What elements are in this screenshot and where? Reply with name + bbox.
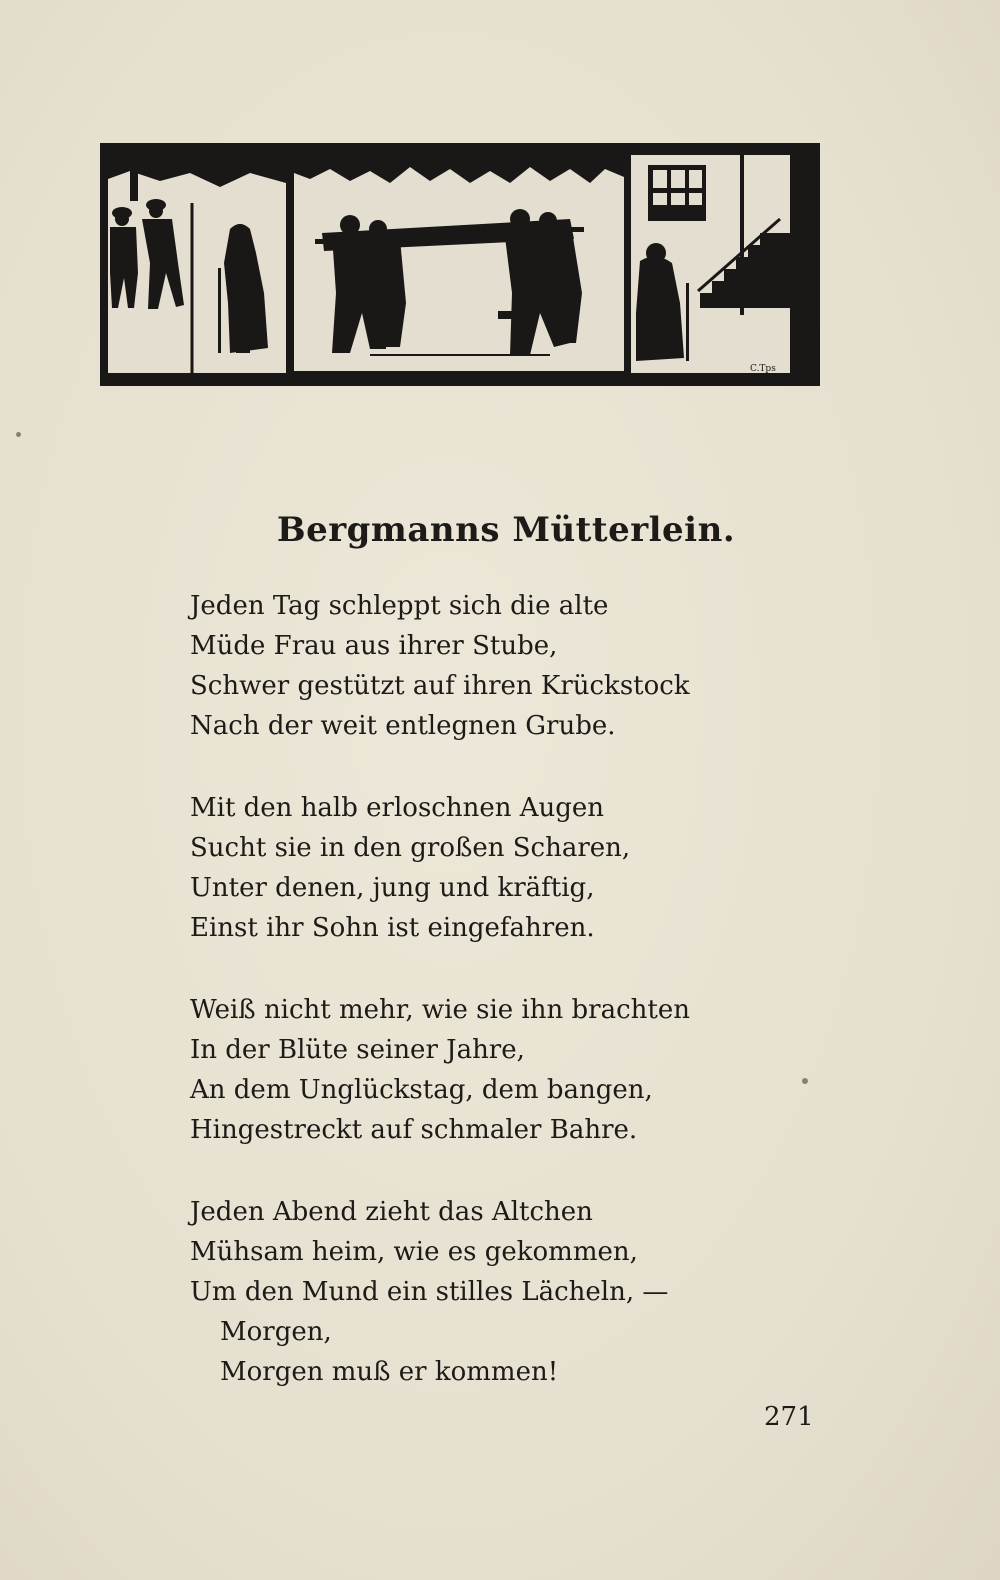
stanza <box>190 990 750 1150</box>
header-illustration <box>100 143 820 386</box>
poem-line: Mit den halb erloschnen Augen <box>190 793 605 823</box>
illustration-signature: C.Tps <box>750 364 776 374</box>
poem-line: Schwer gestützt auf ihren Krückstock <box>190 671 690 701</box>
stanza <box>190 586 750 746</box>
poem-line: Sucht sie in den großen Scharen, <box>190 833 631 863</box>
poem-line: Um den Mund ein stilles Lächeln, — <box>190 1277 669 1307</box>
poem-line: An dem Unglückstag, dem bangen, <box>190 1075 653 1105</box>
stanza <box>190 788 750 948</box>
silhouette-woodcut-icon <box>100 143 820 386</box>
poem-body <box>190 586 750 1434</box>
poem-line: Einst ihr Sohn ist eingefahren. <box>190 913 595 943</box>
poem-line: In der Blüte seiner Jahre, <box>190 1035 525 1065</box>
poem-line: Müde Frau aus ihrer Stube, <box>190 631 558 661</box>
paper-spot <box>16 432 21 437</box>
stanza <box>190 1192 750 1392</box>
poem-line: Mühsam heim, wie es gekommen, <box>190 1237 638 1267</box>
poem-line: Jeden Abend zieht das Altchen <box>190 1197 593 1227</box>
poem-line: Weiß nicht mehr, wie sie ihn brachten <box>190 995 690 1025</box>
poem-line: Jeden Tag schleppt sich die alte <box>190 591 609 621</box>
poem-line: Morgen muß er kommen! <box>220 1357 559 1387</box>
paper-spot <box>802 1078 808 1084</box>
poem-title: Bergmanns Mütterlein. <box>276 510 736 550</box>
poem-line: Unter denen, jung und kräftig, <box>190 873 595 903</box>
poem-line: Nach der weit entlegnen Grube. <box>190 711 616 741</box>
show-through-texture <box>680 420 688 448</box>
page-number: 271 <box>764 1402 814 1432</box>
poem-line: Morgen, <box>220 1317 332 1347</box>
poem-line: Hingestreckt auf schmaler Bahre. <box>190 1115 638 1145</box>
